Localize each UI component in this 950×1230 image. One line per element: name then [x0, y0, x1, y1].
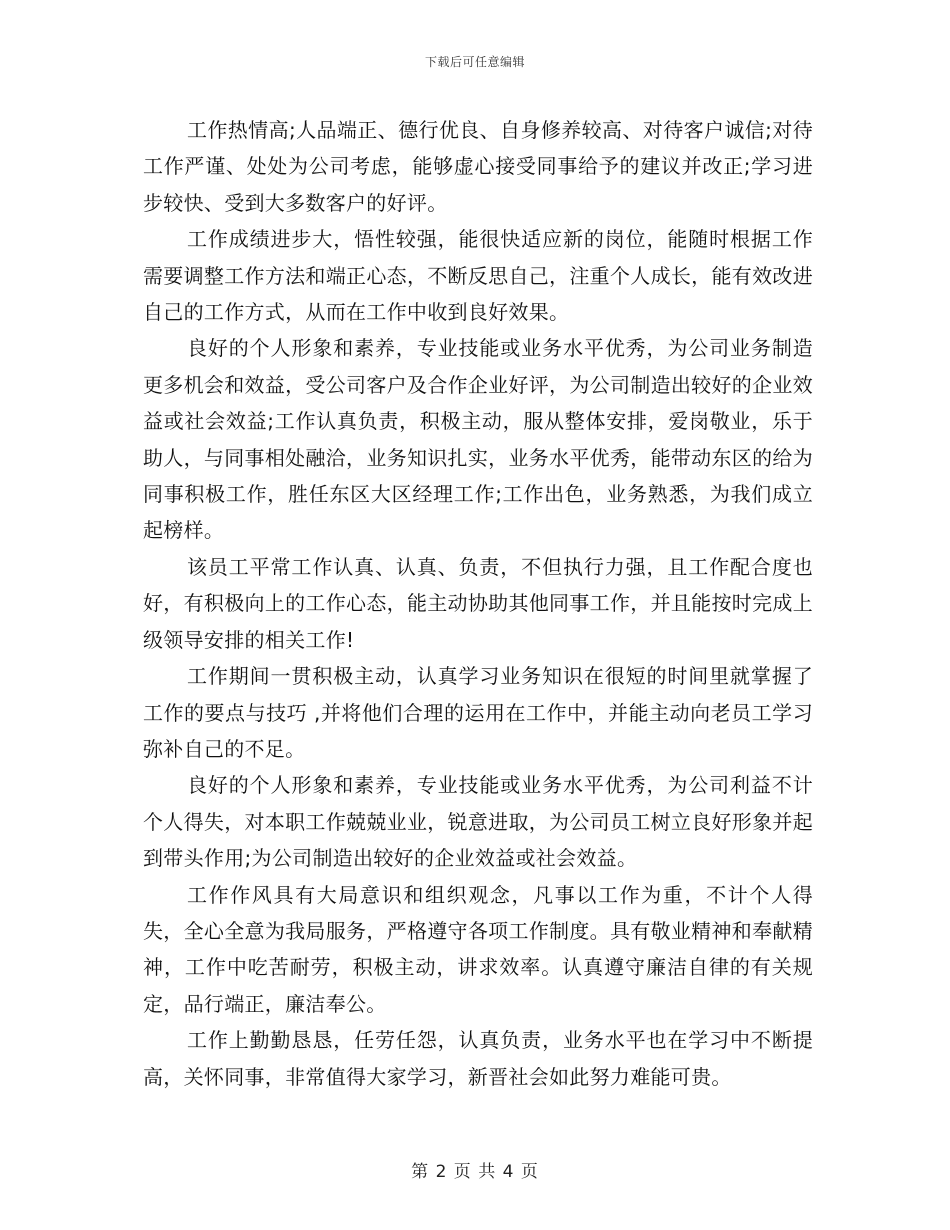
page-header-note: 下载后可任意编辑: [424, 55, 525, 69]
paragraph-2: 工作成绩进步大，悟性较强，能很快适应新的岗位，能随时根据工作需要调整工作方法和端正心态，不断反思自己，注重个人成长，能有效改进自己的工作方式，从而在工作中收到良好效果。: [143, 227, 813, 325]
paragraph-8: 工作上勤勤恳恳，任劳任怨，认真负责，业务水平也在学习中不断提高，关怀同事，非常值得大家学习，新晋社会如此努力难能可贵。: [143, 1028, 813, 1089]
paragraph-7: 工作作风具有大局意识和组织观念，凡事以工作为重，不计个人得失，全心全意为我局服务，严格遵守各项工作制度。具有敬业精神和奉献精神，工作中吃苦耐劳，积极主动，讲求效率。认真遵守廉洁自律的有关规定，品行端正，廉洁奉公。: [143, 882, 813, 1016]
page-number: 第 2 页 共 4 页: [411, 1162, 539, 1182]
paragraph-4: 该员工平常工作认真、认真、负责，不但执行力强，且工作配合度也好，有积极向上的工作心态，能主动协助其他同事工作，并且能按时完成上级领导安排的相关工作!: [143, 554, 813, 652]
paragraph-3: 良好的个人形象和素养，专业技能或业务水平优秀，为公司业务制造更多机会和效益，受公司客户及合作企业好评，为公司制造出较好的企业效益或社会效益;工作认真负责，积极主动，服从整体安排，爱岗敬业，乐于助人，与同事相处融洽，业务知识扎实，业务水平优秀，能带动东区的给为同事积极工作，胜任东区大区经理工作;工作出色，业务熟悉，为我们成立起榜样。: [143, 336, 813, 543]
paragraph-6: 良好的个人形象和素养，专业技能或业务水平优秀，为公司利益不计个人得失，对本职工作兢兢业业，锐意进取，为公司员工树立良好形象并起到带头作用;为公司制造出较好的企业效益或社会效益。: [143, 773, 813, 871]
document-body: [143, 112, 813, 1095]
paragraph-1: 工作热情高;人品端正、德行优良、自身修养较高、对待客户诚信;对待工作严谨、处处为公司考虑，能够虚心接受同事给予的建议并改正;学习进步较快、受到大多数客户的好评。: [143, 118, 813, 215]
paragraph-5: 工作期间一贯积极主动，认真学习业务知识在很短的时间里就掌握了工作的要点与技巧 ,并将他们合理的运用在工作中，并能主动向老员工学习弥补自己的不足。: [143, 664, 813, 761]
